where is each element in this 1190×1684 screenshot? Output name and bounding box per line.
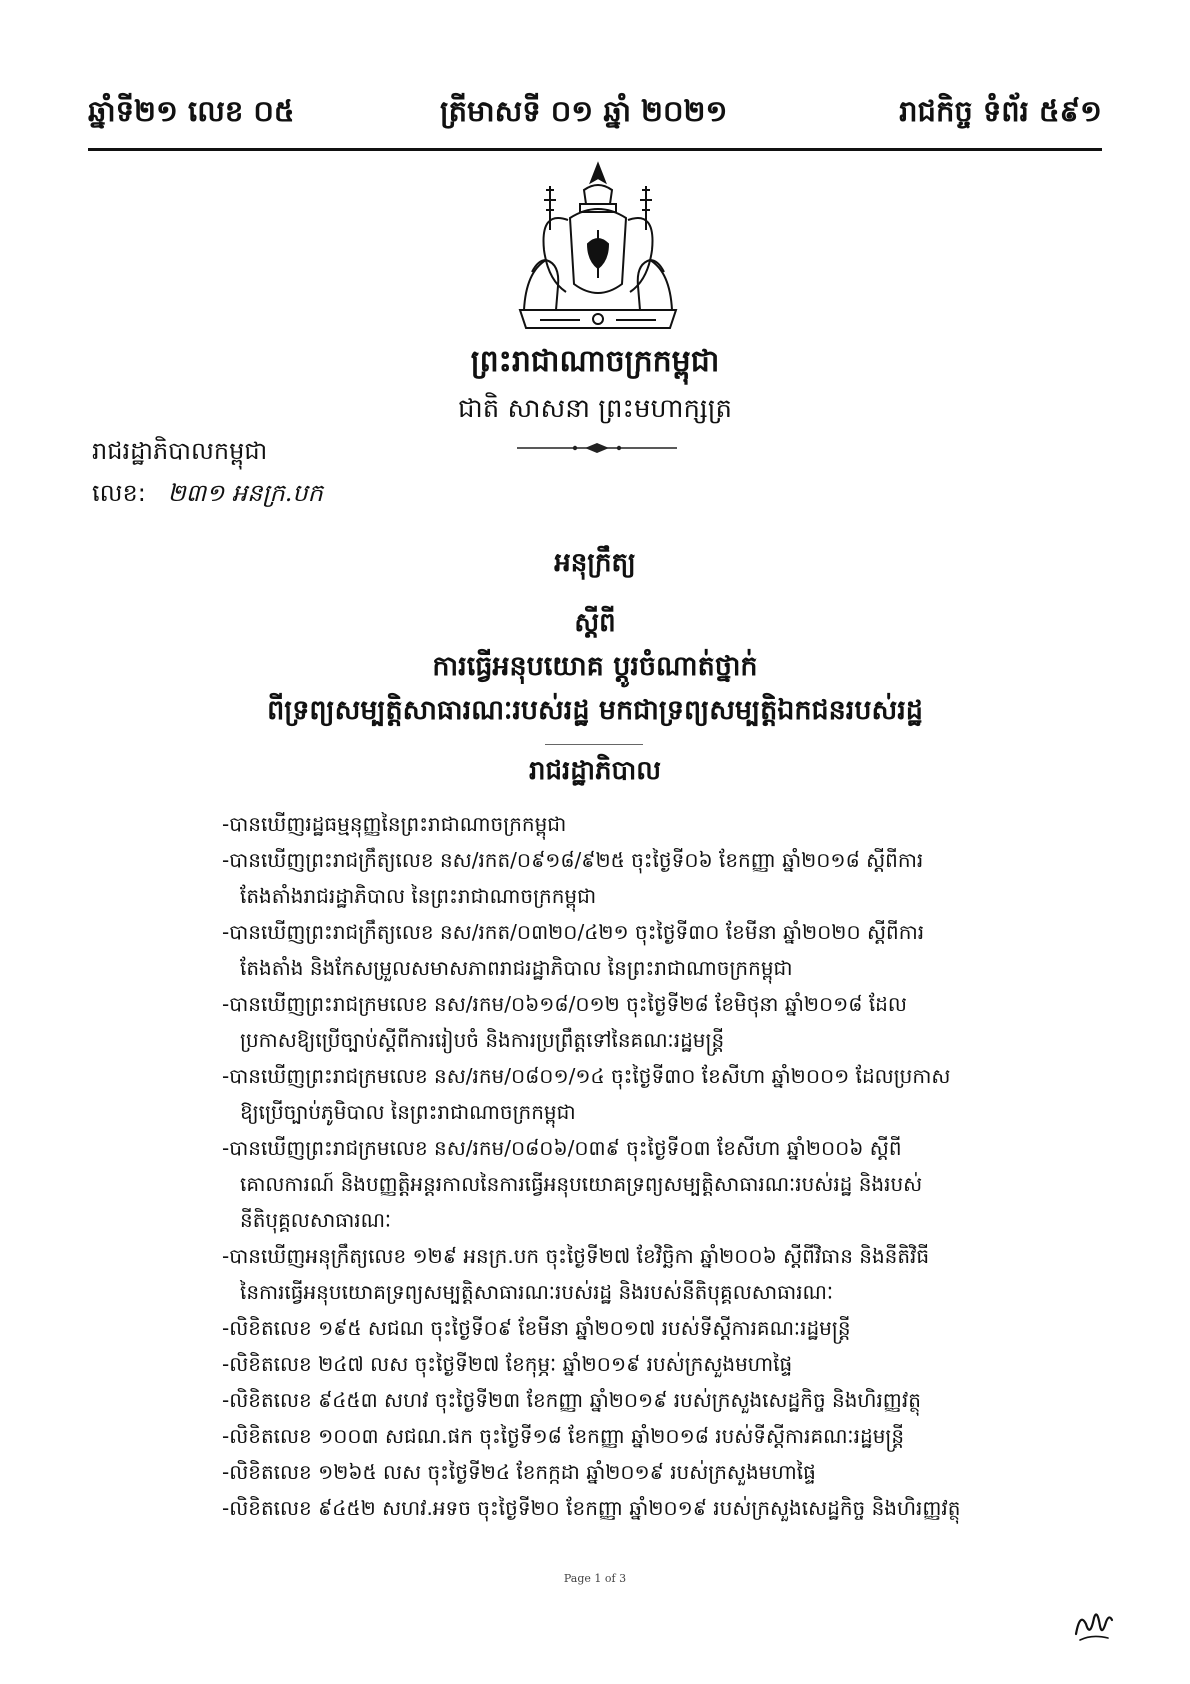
national-motto: ជាតិ សាសនា ព្រះមហាក្សត្រ — [458, 394, 732, 424]
header-page-number: រាជកិច្ច ទំព័រ ៥៩១ — [899, 94, 1102, 128]
reference-item: -លិខិតលេខ ១០០៣ សជណ.ផក ចុះថ្ងៃទី១៨ ខែកញ្ញា ឆ្នាំ២០១៨ របស់ទីស្តីការគណៈរដ្ឋមន្ត្រី — [222, 1424, 905, 1448]
reference-label: លេខ: — [92, 479, 146, 507]
subject-line-2: ពីទ្រព្យសម្បត្តិសាធារណៈរបស់រដ្ឋ មកជាទ្រព្យសម្បត្តិឯកជនរបស់រដ្ឋ — [267, 695, 923, 726]
title-divider — [545, 744, 643, 745]
about-label: ស្តីពី — [574, 608, 616, 638]
reference-item: -បានឃើញព្រះរាជក្រឹត្យលេខ នស/រកត/០៩១៨/៩២៥ ចុះថ្ងៃទី០៦ ខែកញ្ញា ឆ្នាំ២០១៨ ស្តីពីការ — [222, 848, 924, 872]
ornament-divider-icon — [517, 442, 677, 454]
gazette-header — [88, 94, 1102, 150]
reference-item: -លិខិតលេខ ១២៦៥ លស ចុះថ្ងៃទី២៤ ខែកក្កដា ឆ្នាំ២០១៩ របស់ក្រសួងមហាផ្ទៃ — [222, 1460, 816, 1484]
header-year-issue: ឆ្នាំទី២១ លេខ ០៥ — [88, 94, 295, 128]
subject-line-1: ការធ្វើអនុបយោគ ប្តូរចំណាត់ថ្នាក់ — [432, 651, 758, 682]
legal-references-list — [222, 806, 1042, 1526]
reference-item: -លិខិតលេខ ១៩៥ សជណ ចុះថ្ងៃទី០៩ ខែមីនា ឆ្នាំ២០១៧ របស់ទីស្តីការគណៈរដ្ឋមន្ត្រី — [222, 1316, 851, 1340]
reference-item: -បានឃើញព្រះរាជក្រមលេខ នស/រកម/០៨០១/១៤ ចុះថ្ងៃទី៣០ ខែសីហា ឆ្នាំ២០០១ ដែលប្រកាស — [222, 1064, 951, 1088]
reference-item-continuation: ប្រកាសឱ្យប្រើច្បាប់ស្តីពីការរៀបចំ និងការប្រព្រឹត្តទៅនៃគណៈរដ្ឋមន្ត្រី — [240, 1028, 725, 1052]
reference-item-continuation: ឱ្យប្រើច្បាប់ភូមិបាល នៃព្រះរាជាណាចក្រកម្ពុជា — [240, 1100, 576, 1124]
header-divider — [88, 148, 1102, 151]
royal-coat-of-arms-icon — [510, 160, 686, 338]
reference-item-continuation: នីតិបុគ្គលសាធារណៈ — [240, 1208, 392, 1232]
kingdom-name: ព្រះរាជាណាចក្រកម្ពុជា — [470, 344, 720, 379]
reference-item: -លិខិតលេខ ៩៤៥២ សហវ.អទច ចុះថ្ងៃទី២០ ខែកញ្ញា ឆ្នាំ២០១៩ របស់ក្រសួងសេដ្ឋកិច្ច និងហិរញ្ញវត្ថុ — [222, 1496, 961, 1520]
header-quarter: ត្រីមាសទី ០១ ឆ្នាំ ២០២១ — [440, 94, 728, 128]
reference-item: -បានឃើញព្រះរាជក្រមលេខ នស/រកម/០៦១៨/០១២ ចុះថ្ងៃទី២៨ ខែមិថុនា ឆ្នាំ២០១៨ ដែល — [222, 992, 907, 1016]
reference-item: -លិខិតលេខ ៩៤៥៣ សហវ ចុះថ្ងៃទី២៣ ខែកញ្ញា ឆ្នាំ២០១៩ របស់ក្រសួងសេដ្ឋកិច្ច និងហិរញ្ញវត្ថុ — [222, 1388, 921, 1412]
page-footer: Page 1 of 3 — [563, 1572, 627, 1585]
government-name: រាជរដ្ឋាភិបាលកម្ពុជា — [92, 437, 268, 465]
issuer-heading: រាជរដ្ឋាភិបាល — [528, 756, 662, 786]
reference-item: -បានឃើញព្រះរាជក្រឹត្យលេខ នស/រកត/០៣២០/៤២១ ចុះថ្ងៃទី៣០ ខែមីនា ឆ្នាំ២០២០ ស្តីពីការ — [222, 920, 925, 944]
reference-item: -លិខិតលេខ ២៤៧ លស ចុះថ្ងៃទី២៧ ខែកុម្ភៈ ឆ្នាំ២០១៩ របស់ក្រសួងមហាផ្ទៃ — [222, 1352, 793, 1376]
reference-value: ២៣១ អនក្រ.បក — [167, 479, 323, 507]
reference-item-continuation: តែងតាំងរាជរដ្ឋាភិបាល នៃព្រះរាជាណាចក្រកម្ពុជា — [240, 884, 597, 908]
document-type: អនុក្រឹត្យ — [554, 548, 636, 578]
reference-item-continuation: នៃការធ្វើអនុបយោគទ្រព្យសម្បត្តិសាធារណៈរបស់រដ្ឋ និងរបស់នីតិបុគ្គលសាធារណៈ — [240, 1280, 834, 1304]
handwritten-initials-icon — [1070, 1604, 1116, 1644]
reference-item: -បានឃើញរដ្ឋធម្មនុញ្ញនៃព្រះរាជាណាចក្រកម្ពុជា — [222, 812, 567, 836]
reference-item-continuation: តែងតាំង និងកែសម្រួលសមាសភាពរាជរដ្ឋាភិបាល នៃព្រះរាជាណាចក្រកម្ពុជា — [240, 956, 793, 980]
reference-item: -បានឃើញអនុក្រឹត្យលេខ ១២៩ អនក្រ.បក ចុះថ្ងៃទី២៧ ខែវិច្ឆិកា ឆ្នាំ២០០៦ ស្តីពីវិធាន និងនីតិវិធី — [222, 1244, 930, 1268]
reference-number — [92, 478, 323, 513]
reference-item: -បានឃើញព្រះរាជក្រមលេខ នស/រកម/០៨០៦/០៣៩ ចុះថ្ងៃទី០៣ ខែសីហា ឆ្នាំ២០០៦ ស្តីពី — [222, 1136, 902, 1160]
reference-item-continuation: គោលការណ៍ និងបញ្ញត្តិអន្តរកាលនៃការធ្វើអនុបយោគទ្រព្យសម្បត្តិសាធារណៈរបស់រដ្ឋ និងរបស់ — [240, 1172, 923, 1196]
